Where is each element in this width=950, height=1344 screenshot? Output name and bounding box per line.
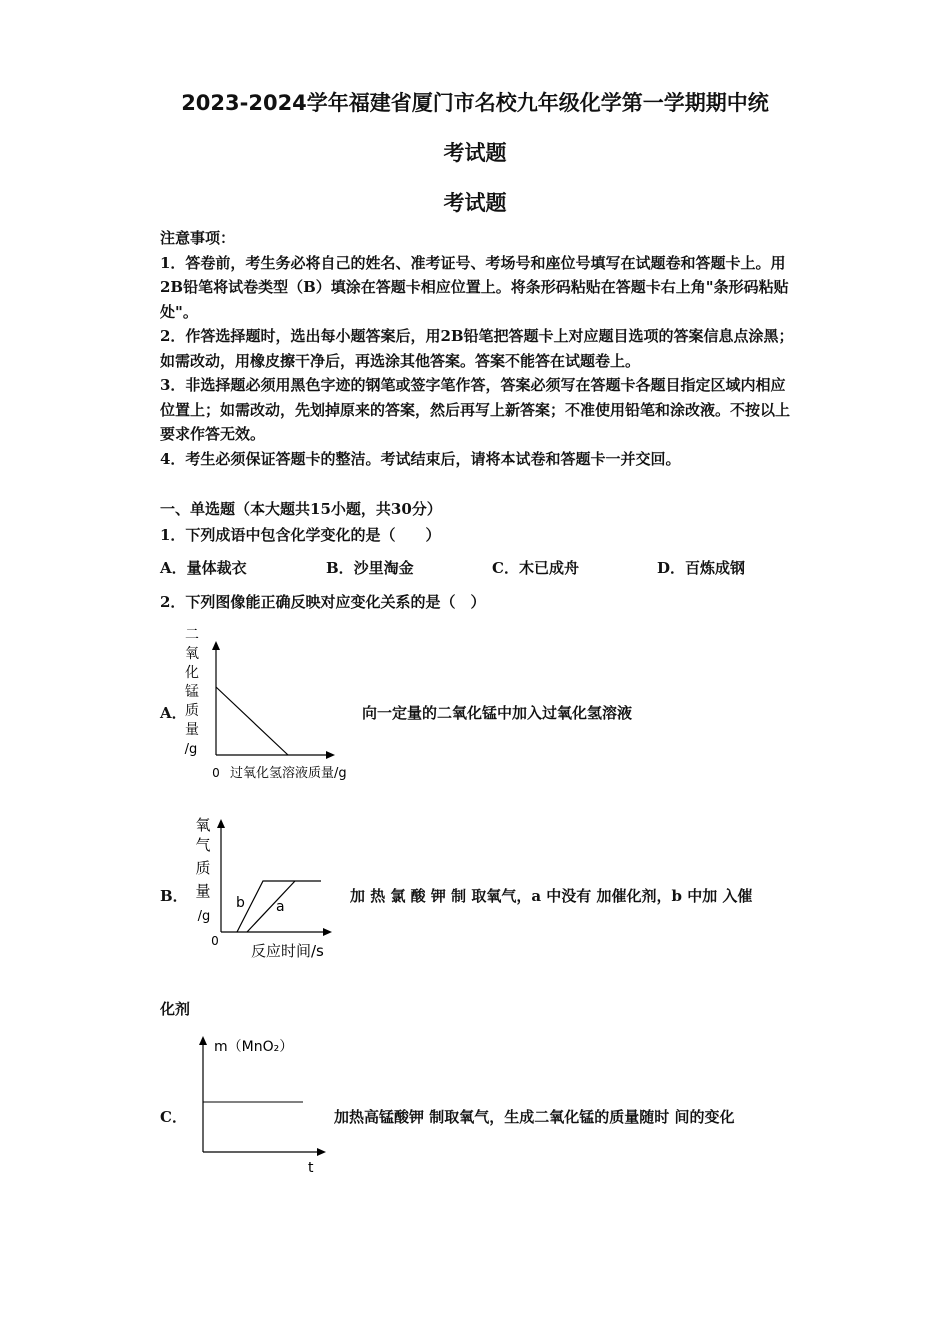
b-yunit: /g (197, 909, 211, 924)
q2-option-a-desc: 向一定量的二氧化锰中加入过氧化氢溶液 (362, 704, 633, 722)
a-xlabel: 过氧化氢溶液质量/g (230, 766, 347, 781)
q1-option-a: A．量体裁衣 (160, 559, 247, 577)
exam-title-line2: 考试题 (443, 141, 507, 165)
section-heading: 一、单选题（本大题共15小题，共30分） (160, 500, 442, 518)
b-origin: 0 (211, 934, 219, 948)
a-data-line (216, 687, 288, 755)
b-ylabel-char-4: 量 (195, 882, 211, 900)
b-line-b-label: b (236, 895, 245, 911)
q2-option-a-label: A． (160, 704, 187, 722)
note-item-3: 3．非选择题必须用黑色字迹的钢笔或签字笔作答，答案必须写在答题卡各题目指定区域内相应位置上；如需改动，先划掉原来的答案，然后再写上新答案；不准使用铅笔和涂改液。不按以上要求作答无效。 (160, 376, 791, 443)
c-x-arrow (317, 1148, 326, 1156)
note-item-1: 1．答卷前，考生务必将自己的姓名、准考证号、考场号和座位号填写在试题卷和答题卡上。用2B铅笔将试卷类型（B）填涂在答题卡相应位置上。将条形码粘贴在答题卡右上角"条形码粘贴处"。 (160, 253, 789, 321)
a-origin: 0 (212, 766, 220, 780)
q2-option-a-graph (180, 625, 370, 785)
q2-option-c-label: C． (160, 1108, 187, 1126)
b-xlabel: 反应时间/s (251, 942, 324, 960)
exam-title-line3: 考试题 (443, 191, 507, 215)
b-ylabel-char-2: 气 (195, 836, 211, 854)
a-ylabel-char-2: 氧 (185, 646, 199, 662)
c-ylabel: m（MnO₂） (214, 1039, 294, 1055)
a-ylabel-char-1: 二 (185, 627, 199, 643)
note-item-2: 2．作答选择题时，选出每小题答案后，用2B铅笔把答题卡上对应题目选项的答案信息点涂黑；如需改动，用橡皮擦干净后，再选涂其他答案。答案不能答在试题卷上。 (160, 327, 794, 370)
a-ylabel-char-6: 量 (185, 722, 199, 738)
c-xlabel: t (308, 1160, 314, 1176)
a-ylabel-char-3: 化 (185, 665, 199, 681)
note-item-4: 4．考生必须保证答题卡的整洁。考试结束后，请将本试卷和答题卡一并交回。 (160, 449, 681, 468)
q2-option-b-label: B． (160, 887, 188, 905)
q2-option-b-graph (185, 812, 345, 962)
q1-option-c: C．木已成舟 (492, 559, 579, 577)
q2-option-c-desc: 加热高锰酸钾 制取氧气，生成二氧化锰的质量随时 间的变化 (334, 1108, 735, 1126)
a-x-arrow (326, 751, 335, 759)
notes-heading: 注意事项： (160, 229, 236, 247)
a-ylabel-char-4: 锰 (185, 684, 199, 700)
q1-option-d: D．百炼成钢 (657, 559, 746, 577)
question-2-stem: 2．下列图像能正确反映对应变化关系的是（ ） (160, 593, 486, 611)
b-y-arrow (217, 819, 225, 828)
notes-section (160, 226, 800, 471)
b-line-a-label: a (276, 899, 285, 915)
b-ylabel-char-1: 氧 (195, 816, 211, 834)
b-ylabel-char-3: 质 (195, 859, 211, 877)
c-y-arrow (199, 1036, 207, 1045)
b-line-a (247, 881, 295, 932)
a-y-arrow (212, 641, 220, 650)
question-1-stem: 1．下列成语中包含化学变化的是（ ） (160, 526, 441, 544)
q2-option-c-graph (190, 1030, 340, 1180)
a-ylabel-char-5: 质 (185, 703, 199, 719)
q1-option-b: B．沙里淘金 (326, 559, 414, 577)
q2-option-b-desc-cont: 化剂 (160, 1000, 191, 1018)
exam-title-line1: 2023-2024学年福建省厦门市名校九年级化学第一学期期中统 (181, 91, 769, 115)
a-yunit: /g (184, 742, 198, 757)
b-x-arrow (323, 928, 332, 936)
q2-option-b-desc: 加 热 氯 酸 钾 制 取氧气，a 中没有 加催化剂，b 中加 入催 (350, 887, 753, 905)
